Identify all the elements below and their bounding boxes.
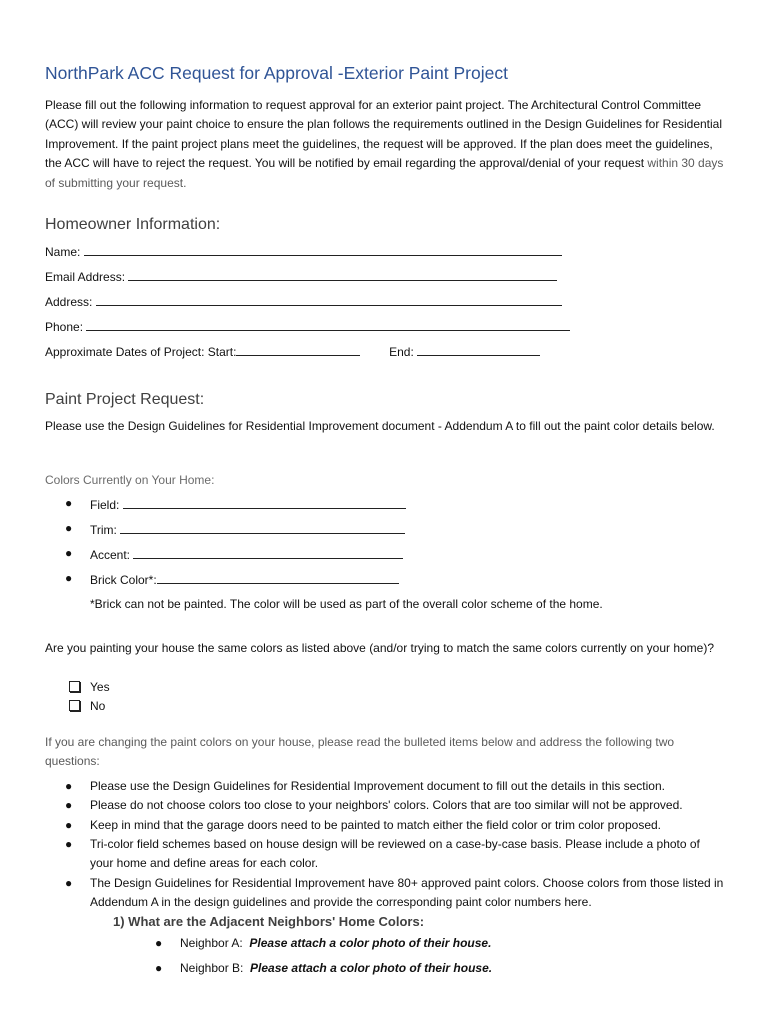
bullet-icon: ● xyxy=(65,818,73,832)
neighbor-a-row xyxy=(155,936,492,950)
bullet-icon: ● xyxy=(155,961,163,975)
neighbor-a-label: Neighbor A: xyxy=(180,936,243,950)
question-1-heading: 1) What are the Adjacent Neighbors' Home Colors: xyxy=(113,914,425,929)
color-field-label: Field: xyxy=(90,498,120,512)
color-accent-label: Accent: xyxy=(90,548,131,562)
intro-main: Please fill out the following information to request approval for an exterior paint project. The Architectural Control Committee (ACC) will review your paint choice to ensure the plan follows the requirements outlined in the Design Guidelines for Residential Improvement. If the paint project plans meet the guidelines, the request will be approved. If the plan does meet the guidelines, the ACC will have to reject the request. You will be notified by email regarding the approval/denial of your request xyxy=(45,98,723,171)
guideline-bullet xyxy=(65,835,725,874)
guideline-text: Please use the Design Guidelines for Residential Improvement document to fill out the details in this section. xyxy=(90,779,665,793)
color-brick-label: Brick Color*: xyxy=(90,573,157,587)
bullet-icon: ● xyxy=(65,521,73,535)
no-label: No xyxy=(90,699,106,713)
neighbor-a-attach-note: Please attach a color photo of their house. xyxy=(249,936,492,950)
paint-instructions: Please use the Design Guidelines for Residential Improvement document - Addendum A to fill out the paint color details below. xyxy=(45,419,715,433)
start-label: Start: xyxy=(207,345,237,359)
trim-color-input[interactable] xyxy=(120,521,405,534)
phone-row xyxy=(45,318,570,334)
end-date-field[interactable] xyxy=(417,343,540,356)
color-trim-label: Trim: xyxy=(90,523,117,537)
start-date-field[interactable] xyxy=(236,343,360,356)
address-row xyxy=(45,293,562,309)
guideline-text: Tri-color field schemes based on house design will be reviewed on a case-by-case basis. Please include a photo of your home and define areas for each color. xyxy=(90,837,700,871)
email-field[interactable] xyxy=(128,268,557,281)
phone-field[interactable] xyxy=(86,318,570,331)
guideline-text: Keep in mind that the garage doors need to be painted to match either the field color or trim color proposed. xyxy=(90,818,662,832)
bullet-icon: ● xyxy=(65,798,73,812)
dates-label: Approximate Dates of Project: xyxy=(45,345,205,359)
checkbox-icon[interactable] xyxy=(69,681,80,692)
name-row xyxy=(45,243,562,259)
accent-color-input[interactable] xyxy=(133,546,403,559)
phone-label: Phone: xyxy=(45,320,84,334)
neighbor-b-label: Neighbor B: xyxy=(180,961,244,975)
dates-row xyxy=(45,343,540,359)
neighbor-b-row xyxy=(155,961,493,975)
address-field[interactable] xyxy=(96,293,562,306)
same-colors-question: Are you painting your house the same colors as listed above (and/or trying to match the same colors currently on your home)? xyxy=(45,641,715,655)
address-label: Address: xyxy=(45,295,93,309)
brick-color-input[interactable] xyxy=(157,571,399,584)
guideline-bullet xyxy=(65,816,725,835)
bullet-icon: ● xyxy=(65,876,73,890)
bullet-icon: ● xyxy=(65,837,73,851)
colors-heading: Colors Currently on Your Home: xyxy=(45,473,215,487)
bullet-icon: ● xyxy=(65,779,73,793)
intro-paragraph xyxy=(45,96,725,193)
guideline-bullet xyxy=(65,777,725,796)
yes-label: Yes xyxy=(90,680,110,694)
no-option[interactable] xyxy=(69,699,105,713)
field-color-input[interactable] xyxy=(123,496,406,509)
yes-option[interactable] xyxy=(69,680,110,694)
bullet-icon: ● xyxy=(155,936,163,950)
page-title: NorthPark ACC Request for Approval -Exterior Paint Project xyxy=(45,63,508,83)
guideline-text: Please do not choose colors too close to your neighbors' colors. Colors that are too similar will not be approved. xyxy=(90,798,683,812)
end-label: End: xyxy=(389,345,414,359)
intro-tail: within 30 days of submitting your request. xyxy=(45,156,724,190)
homeowner-heading: Homeowner Information: xyxy=(45,216,221,233)
paint-heading: Paint Project Request: xyxy=(45,391,205,408)
neighbor-b-attach-note: Please attach a color photo of their house. xyxy=(250,961,493,975)
email-row xyxy=(45,268,557,284)
bullet-icon: ● xyxy=(65,496,73,510)
changing-intro: If you are changing the paint colors on your house, please read the bulleted items below and address the following two questions: xyxy=(45,735,675,769)
guideline-text: The Design Guidelines for Residential Improvement have 80+ approved paint colors. Choose colors from those listed in Addendum A in the design guidelines and provide the corresponding paint color numbers here. xyxy=(90,876,724,910)
bullet-icon: ● xyxy=(65,546,73,560)
email-label: Email Address: xyxy=(45,270,126,284)
name-field[interactable] xyxy=(84,243,562,256)
guideline-bullet xyxy=(65,874,725,913)
guideline-bullet xyxy=(65,796,725,815)
name-label: Name: xyxy=(45,245,81,259)
checkbox-icon[interactable] xyxy=(69,700,80,711)
bullet-icon: ● xyxy=(65,571,73,585)
brick-note: *Brick can not be painted. The color will be used as part of the overall color scheme of the home. xyxy=(90,597,603,611)
